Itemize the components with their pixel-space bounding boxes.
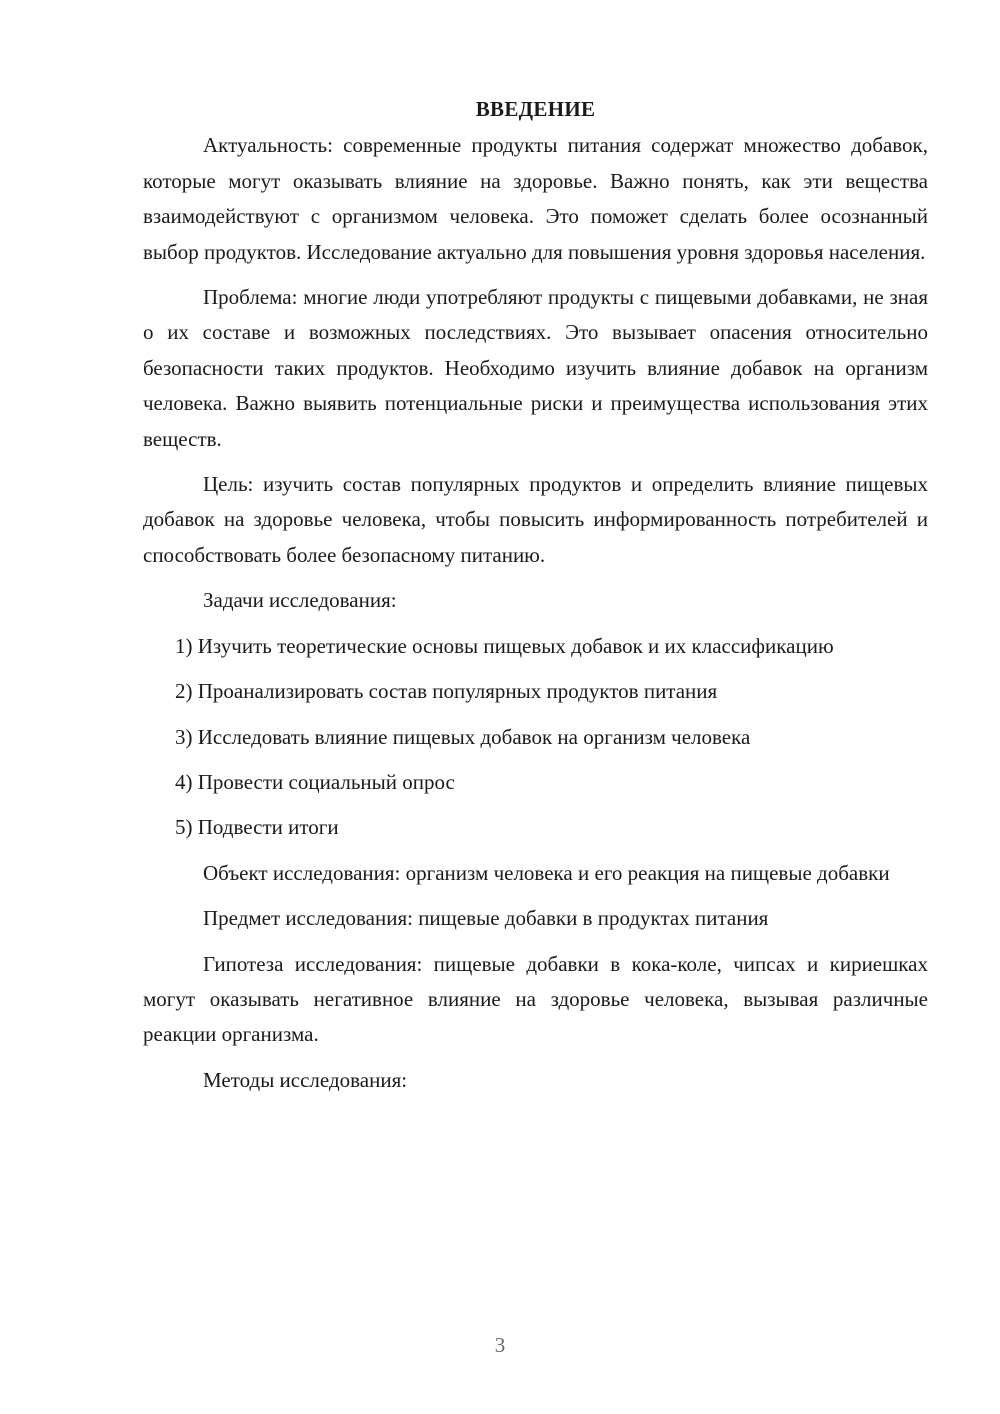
subject-paragraph: Предмет исследования: пищевые добавки в продуктах питания [203, 906, 769, 931]
tasks-heading: Задачи исследования: [203, 588, 397, 613]
task-item: 1) Изучить теоретические основы пищевых добавок и их классификацию [175, 633, 834, 658]
task-item: 5) Подвести итоги [175, 815, 339, 840]
methods-heading: Методы исследования: [203, 1067, 408, 1092]
document-page [143, 92, 928, 1108]
goal-paragraph: Цель: изучить состав популярных продуктов и определить влияние пищевых добавок на здоровье человека, чтобы повысить информированность потребителей и способствовать более безопасному питанию. [143, 472, 928, 567]
page-title: ВВЕДЕНИЕ [475, 97, 596, 121]
page-number: 3 [494, 1333, 506, 1357]
task-item: 4) Провести социальный опрос [175, 769, 455, 794]
relevance-paragraph: Актуальность: современные продукты питания содержат множество добавок, которые могут оказывать влияние на здоровье. Важно понять, как эти вещества взаимодействуют с организмом человека. Это поможет сделать более осознанный выбор продуктов. Исследование актуально для повышения уровня здоровья населения. [143, 133, 928, 264]
problem-paragraph: Проблема: многие люди употребляют продукты с пищевыми добавками, не зная о их составе и возможных последствиях. Это вызывает опасения относительно безопасности таких продуктов. Необходимо изучить влияние добавок на организм человека. Важно выявить потенциальные риски и преимущества использования этих веществ. [143, 285, 928, 451]
object-paragraph: Объект исследования: организм человека и его реакция на пищевые добавки [203, 860, 890, 885]
task-item: 2) Проанализировать состав популярных продуктов питания [175, 679, 718, 704]
hypothesis-paragraph: Гипотеза исследования: пищевые добавки в кока-коле, чипсах и кириешках могут оказывать негативное влияние на здоровье человека, вызывая различные реакции организма. [143, 951, 928, 1047]
task-item: 3) Исследовать влияние пищевых добавок на организм человека [175, 724, 751, 749]
